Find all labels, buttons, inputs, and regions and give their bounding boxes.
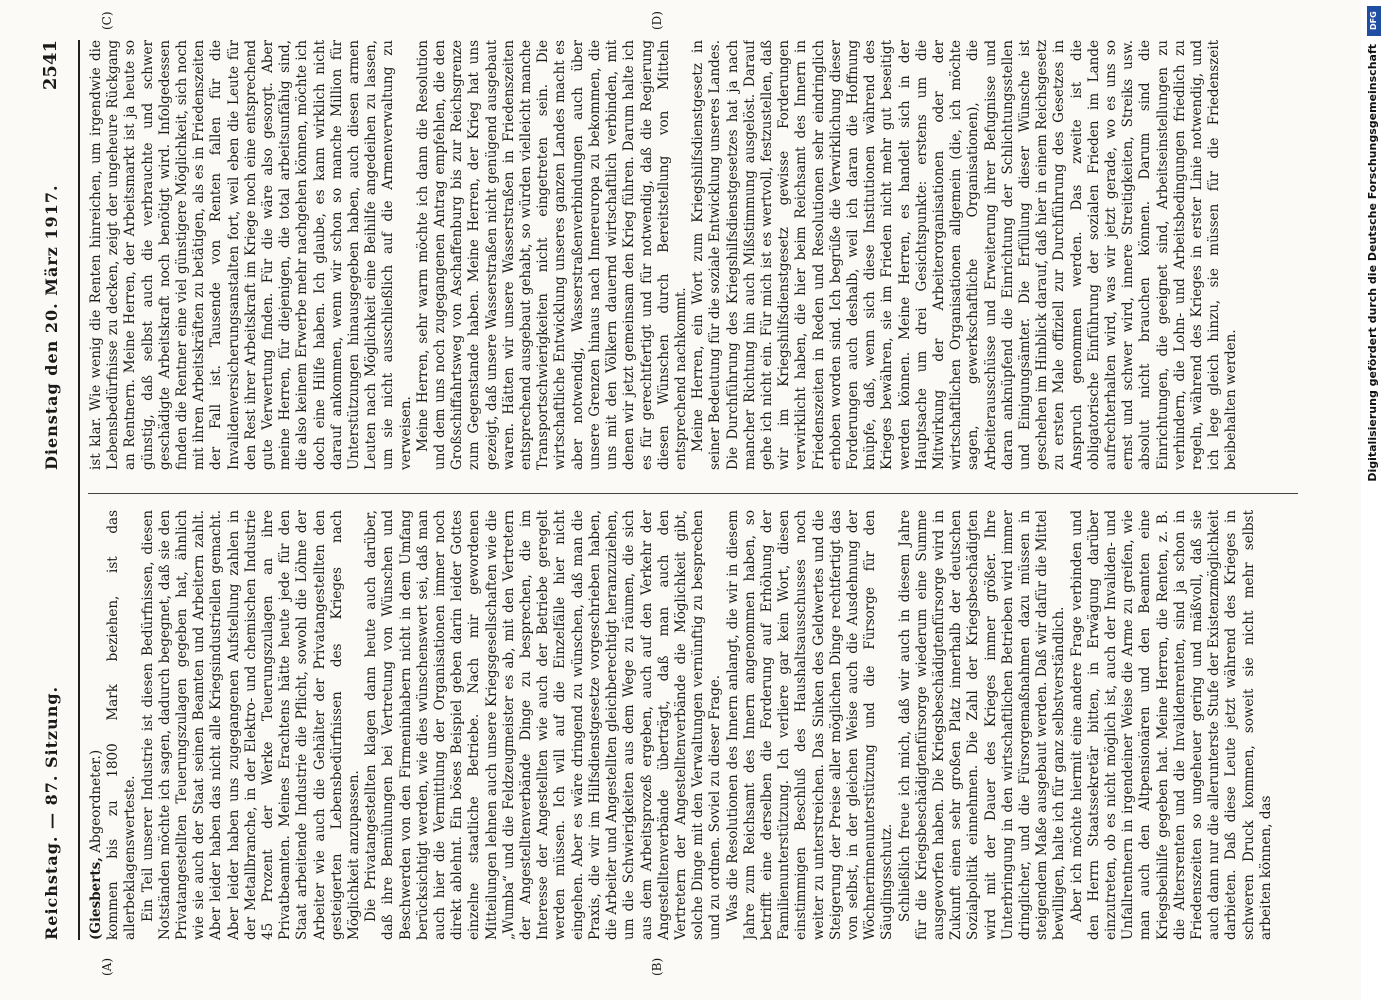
column-divider — [88, 493, 1298, 494]
paragraph: Was die Resolutionen des Innern anlangt, die wir in diesem Jahre zum Reichsamt des Innern angenommen haben, so betrifft eine derselben die Forderung auf Erhöhung der Familienunterstützung. Ich verliere gar kein Wort, diesen einstimmigen Beschluß des Haushaltsausschusses noch weiter zu unterstreichen. Das Sinken des Geldwertes und die Steigerung der Preise aller möglichen Dinge rechtfertigt das von selbst, in der gleichen Weise auch die Ausdehnung der Wöchnerinnenunterstützung und die Fürsorge für den Säuglingsschutz. — [724, 510, 896, 940]
speaker-name: (Giesberts, — [88, 857, 104, 940]
page-number: 2541 — [40, 40, 61, 91]
speaker-role: Abgeordneter.) — [88, 749, 104, 853]
paragraph: Schließlich freue ich mich, daß wir auch in diesem Jahre für die Kriegsbeschädigtenfürsorge wiederum eine Summe ausgeworfen haben. Die Kriegsbeschädigtenfürsorge wird in Zukunft einen sehr großen Platz innerhalb der deutschen Sozialpolitik einnehmen. Die Zahl der Kriegsbeschädigten wird mit der Dauer des Krieges immer größer. Ihre Unterbringung in den wirtschaftlichen Betrieben wird immer dringlicher, und die Fürsorgemaßnahmen dazu müssen in steigendem Maße ausgebaut werden. Daß wir dafür die Mittel bewilligen, halte ich für ganz selbstverständlich. — [896, 510, 1068, 940]
paragraph: Meine Herren, sehr warm möchte ich dann die Resolution und dem uns noch zugegangenen Antrag empfehlen, die den Großschiffahrtsweg von Aschaffenburg bis zur Reichsgrenze zum Gegenstande haben. Meine Herren, der Krieg hat uns gezeigt, daß unsere Wasserstraßen nicht genügend ausgebaut waren. Hätten wir unsere Wasserstraßen in Friedenszeiten entsprechend ausgebaut gehabt, so würden vielleicht manche Transportschwierigkeiten nicht eingetreten sein. Die wirtschaftliche Entwicklung unseres ganzen Landes macht es aber notwendig, Wasserstraßenverbindungen auch über unsere Grenzen hinaus nach Innereuropa zu bekommen, die uns mit den Völkern dauernd wirtschaftlich verbinden, mit denen wir jetzt gemeinsam den Krieg führen. Darum halte ich es für gerechtfertigt und für notwendig, daß die Regierung diesen Wünschen durch Bereitstellung von Mitteln entsprechend nachkommt. — [414, 40, 689, 470]
margin-marker-c: (C) — [100, 11, 114, 30]
header-rule — [78, 40, 80, 940]
paragraph: Meine Herren, ein Wort zum Kriegshilfsdienstgesetz in seiner Bedeutung für die soziale Entwicklung unseres Landes. Die Durchführung des Kriegshilfsdienstgesetzes hat ja nach mancher Richtung hin auch Mißstimmung ausgelöst. Darauf gehe ich nicht ein. Für mich ist es wertvoll, festzustellen, daß wir im Kriegshilfsdienstgesetz gewisse Forderungen verwirklicht haben, die hier beim Reichsamt des Innern in Friedenszeiten in Reden und Resolutionen sehr eindringlich erhoben worden sind. Ich begrüße die Verwirklichung dieser Forderungen auch deshalb, weil ich daran die Hoffnung knüpfe, daß, wenn sich diese Institutionen während des Krieges bewähren, sie im Frieden nicht mehr gut beseitigt werden können. Meine Herren, es handelt sich in der Hauptsache um drei Gesichtspunkte: erstens um die Mitwirkung der Arbeiterorganisationen oder der wirtschaftlichen Organisationen allgemein (die, ich möchte sagen, gewerkschaftliche Organisationen), die Arbeiterausschüsse und Erweiterung ihrer Befugnisse und daran anknüpfend die Einrichtung der Schlichtungsstellen und Einigungsämter. Die Erfüllung dieser Wünsche ist geschehen im Hinblick darauf, daß hier in einem Reichsgesetz zu ersten Male offiziell zur Durchführung des Gesetzes in Anspruch genommen werden. Das zweite ist die obligatorische Einführung der sozialen Frieden im Lande aufrechterhalten wird, was wir jetzt gerade, wo es uns so ernst und schwer wird, innere Streitigkeiten, Streiks usw. absolut nicht brauchen können. Darum sind die Einrichtungen, die geeignet sind, Arbeitseinstellungen zu verhindern, die Lohn- und Arbeitsbedingungen friedlich zu regeln, während des Krieges in erster Linie notwendig, und ich lege gleich hinzu, sie müssen für die Friedenszeit beibehalten werden. — [690, 40, 1240, 470]
speaker-line — [88, 510, 105, 940]
paragraph: Ein Teil unserer Industrie ist diesen Bedürfnissen, diesen Notständen möchte ich sagen, dadurch begegnet, daß sie den Privatangestellten Teuerungszulagen gegeben hat, ähnlich wie sie auch der Staat seinen Beamten und Arbeitern zahlt. Aber leider haben das nicht alle Kriegsindustriellen gemacht. Aber leider haben uns zugegangenen Aufstellung zahlen in der Metallbranche, in der Elektro- und chemischen Industrie 45 Prozent der Werke Teuerungszulagen an ihre Privatbeamten. Meines Erachtens hätte heute jede für den Staat arbeitende Industrie die Pflicht, sowohl die Löhne der Arbeiter wie auch die Gehälter der Privatangestellten den gesteigerten Lebensbedürfnissen des Krieges nach Möglichkeit anzupassen. — [139, 510, 363, 940]
paragraph: Die Privatangestellten klagen dann heute auch darüber, daß ihre Bemühungen bei Vertretung von Wünschen und Beschwerden von den Firmeninhabern nicht in dem Umfang berücksichtigt werden, wie dies wünschenswert sei, daß man auch hier die Vermittlung der Organisationen immer noch direkt ablehnt. Ein böses Beispiel geben darin leider Gottes einzelne staatliche Betriebe. Nach mir gewordenen Mitteilungen lehnen auch unsere Kriegsgesellschaften wie die „Wumba“ und die Feldzeugmeister es ab, mit den Vertretern der Angestelltenverbände Dinge zu besprechen, die im Interesse der Angestellten wie auch der Betriebe geregelt werden müssen. Ich will auf die Einzelfälle hier nicht eingehen. Aber es wäre dringend zu wünschen, daß man die Praxis, die wir im Hilfsdienstgesetze vorgeschrieben haben, die Arbeiter und Angestellten gleichberechtigt heranzuziehen, um die Schwierigkeiten aus dem Wege zu räumen, die sich aus dem Arbeitsprozeß ergeben, auch auf den Verkehr der Angestelltenverbände überträgt, daß man auch den Vertretern der Angestelltenverbände die Möglichkeit gibt, solche Dinge mit den Verwaltungen vernünftig zu besprechen und zu ordnen. Soviel zu dieser Frage. — [363, 510, 724, 940]
credit-strip — [1361, 0, 1383, 1000]
paragraph: ist klar. Wie wenig die Renten hinreichen, um irgendwie die Lebensbedürfnisse zu decken, zeigt der ungeheure Rückgang an Rentnern. Meine Herren, der Arbeitsmarkt ist ja heute so günstig, daß selbst auch die verbrauchte und schwer geschädigte Arbeitskraft noch benötigt wird. Infolgedessen finden die Rentner eine viel günstigere Möglichkeit, sich noch mit ihren Arbeitskräften zu betätigen, als es in Friedenszeiten der Fall ist. Tausende von Renten fallen für die Invalidenversicherungsanstalten fort, weil eben die Leute für den Rest ihrer Arbeitskraft im Kriege noch eine entsprechend gute Verwertung finden. Für die wäre also gesorgt. Aber meine Herren, für diejenigen, die total arbeitsunfähig sind, die also keinem Erwerbe mehr nachgehen können, möchte ich doch eine Hilfe haben. Ich glaube, es kann wirklich nicht darauf ankommen, wenn wir schon so manche Million für Unterstützungen hinausgegeben haben, auch diesen armen Leuten nach Möglichkeit eine Beihilfe angedeihen zu lassen, um sie nicht ausschließlich auf die Armenverwaltung zu verweisen. — [88, 40, 414, 470]
header-session: Reichstag. — 87. Sitzung. — [42, 685, 61, 940]
page-header — [36, 40, 76, 940]
header-date: Dienstag den 20. März 1917. — [42, 184, 61, 470]
credit-text: Digitalisierung gefördert durch die Deutsche Forschungsgemeinschaft — [1366, 44, 1379, 482]
paragraph: kommen bis zu 1800 Mark beziehen, ist das allerbeklagenswerteste. — [105, 510, 139, 940]
margin-marker-d: (D) — [650, 11, 664, 30]
margin-marker-a: (A) — [100, 957, 114, 976]
right-column — [88, 40, 1308, 470]
margin-marker-b: (B) — [650, 957, 664, 976]
left-column — [88, 510, 1308, 940]
paragraph: Aber ich möchte hiermit eine andere Frage verbinden und den Herrn Staatssekretär bitten, in Erwägung darüber einzutreten, ob es nicht möglich ist, auch der Invaliden- und Unfallrentnern in irgendeiner Weise die Arme zu greifen, wie man auch den Altpensionären und den Beamten eine Kriegsbeihilfe gegeben hat. Meine Herren, die Renten, z. B. die Altersrenten und die Invalidenrenten, sind ja schon in Friedenszeiten so ungeheuer gering und mäßvoll, daß sie auch dann nur die allerunterste Stufe der Existenzmöglichkeit darbieten. Daß diese Leute jetzt während des Krieges in schweren Druck kommen, soweit sie nicht mehr selbst arbeiten können, das — [1068, 510, 1274, 940]
dfg-logo: DFG — [1367, 6, 1381, 36]
